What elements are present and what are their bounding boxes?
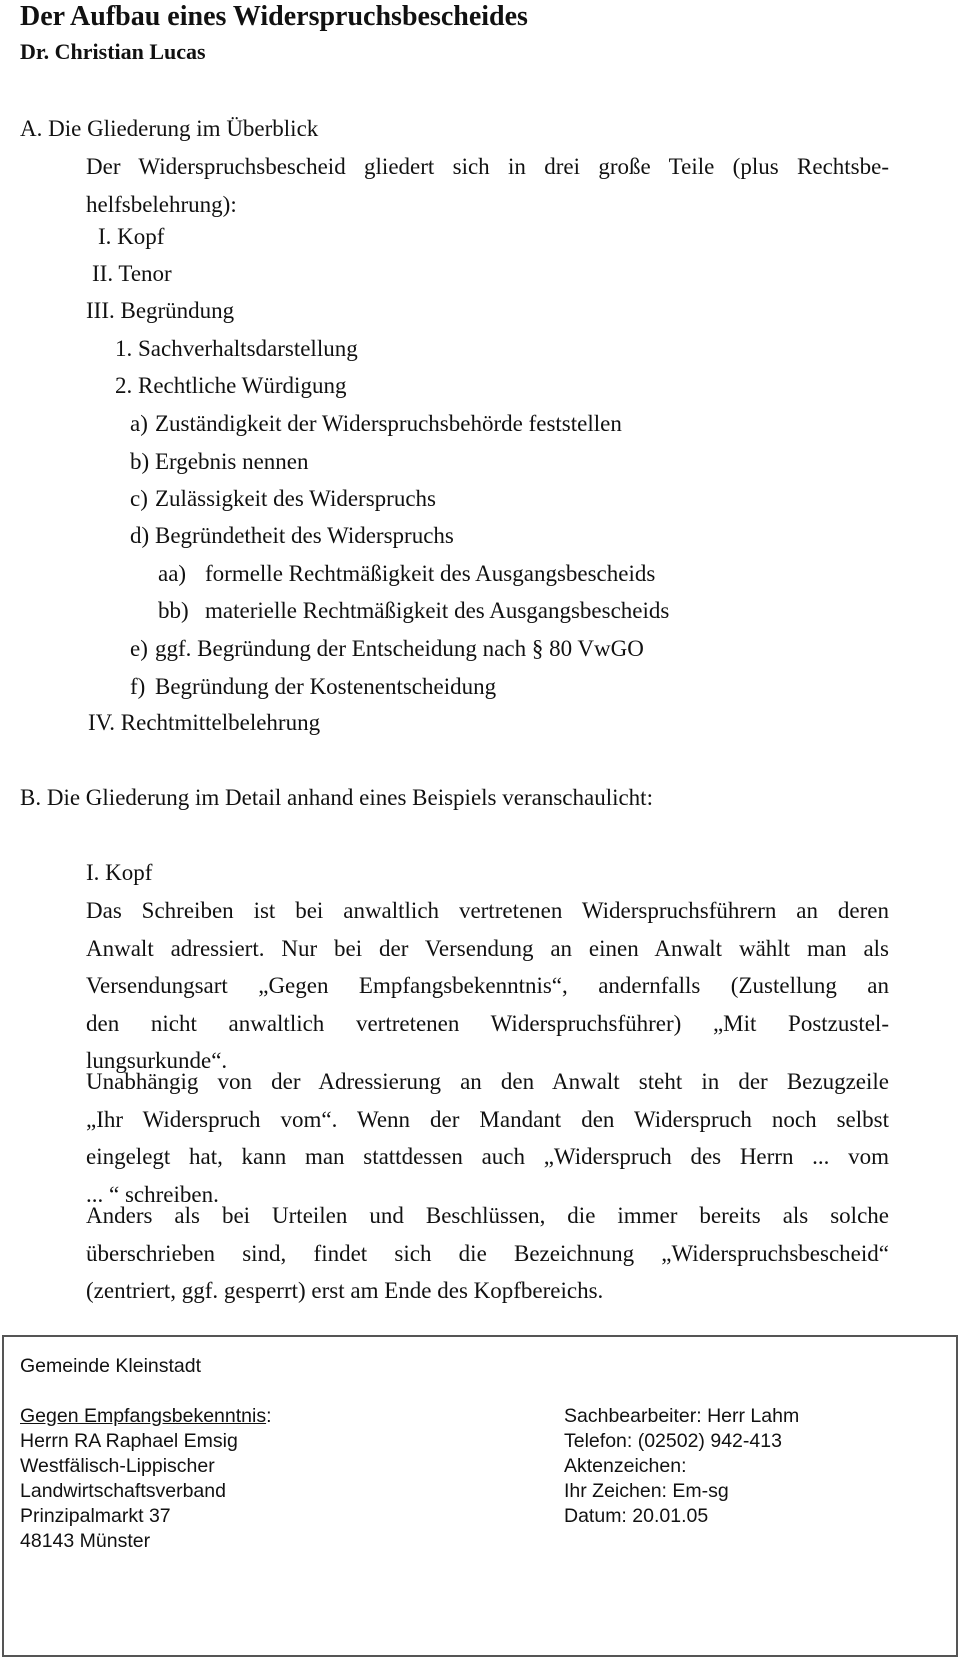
outline-item: 2. Rechtliche Würdigung xyxy=(115,373,347,398)
paragraph-line: Unabhängig von der Adressierung an den Anwalt steht in der Bezugzeile xyxy=(86,1069,889,1094)
delivery-method xyxy=(20,1404,272,1428)
address-line: Westfälisch-Lippischer xyxy=(20,1455,215,1477)
document-author: Dr. Christian Lucas xyxy=(20,39,206,64)
example-letterhead-box xyxy=(2,1335,958,1657)
paragraph-2 xyxy=(86,1063,889,1213)
paragraph-line: den nicht anwaltlich vertretenen Widerspruchsführer) „Mit Postzustel- xyxy=(86,1010,889,1036)
paragraph-line: „Ihr Widerspruch vom“. Wenn der Mandant den Widerspruch noch selbst xyxy=(86,1106,889,1132)
outline-item: Zuständigkeit der Widerspruchsbehörde feststellen xyxy=(155,411,622,436)
section-b-heading: B. Die Gliederung im Detail anhand eines Beispiels veranschaulicht: xyxy=(20,785,653,810)
outline-item: Begründetheit des Widerspruchs xyxy=(155,523,454,548)
paragraph-line: Anwalt adressiert. Nur bei der Versendung an einen Anwalt wählt man als xyxy=(86,935,889,961)
outline-item: III. Begründung xyxy=(86,298,235,323)
document-title: Der Aufbau eines Widerspruchsbescheides xyxy=(20,1,528,32)
paragraph-line: eingelegt hat, kann man stattdessen auch „Widerspruch des Herrn ... vom xyxy=(86,1144,889,1170)
sender: Gemeinde Kleinstadt xyxy=(20,1355,202,1377)
outline-marker: a) xyxy=(130,411,148,436)
info-line: Sachbearbeiter: Herr Lahm xyxy=(564,1405,800,1427)
outline-marker: c) xyxy=(130,486,148,511)
info-line: Datum: 20.01.05 xyxy=(564,1505,709,1527)
outline-marker: d) xyxy=(130,523,150,548)
outline-item: materielle Rechtmäßigkeit des Ausgangsbescheids xyxy=(205,598,670,623)
outline-item: Zulässigkeit des Widerspruchs xyxy=(155,486,436,511)
section-a-heading: A. Die Gliederung im Überblick xyxy=(20,116,319,141)
paragraph-line: lungsurkunde“. xyxy=(86,1048,228,1074)
paragraph-1 xyxy=(86,892,889,1080)
paragraph-line: überschrieben sind, findet sich die Bezeichnung „Widerspruchsbescheid“ xyxy=(86,1240,889,1266)
paragraph-line: (zentriert, ggf. gesperrt) erst am Ende des Kopfbereichs. xyxy=(86,1278,604,1304)
paragraph-line: Anders als bei Urteilen und Beschlüssen, die immer bereits als solche xyxy=(86,1203,889,1228)
outline-item: ggf. Begründung der Entscheidung nach § 80 VwGO xyxy=(155,636,644,661)
address-line: Herrn RA Raphael Emsig xyxy=(20,1430,238,1452)
paragraph-line: Versendungsart „Gegen Empfangsbekenntnis“, andernfalls (Zustellung an xyxy=(86,973,889,999)
address-line: 48143 Münster xyxy=(20,1530,151,1552)
outline-item: formelle Rechtmäßigkeit des Ausgangsbescheids xyxy=(205,561,656,586)
paragraph-line: Das Schreiben ist bei anwaltlich vertretenen Widerspruchsführern an deren xyxy=(86,898,889,923)
outline-marker: aa) xyxy=(158,561,187,586)
section-b-subheading: I. Kopf xyxy=(86,860,153,885)
outline-item: IV. Rechtmittelbelehrung xyxy=(88,710,321,735)
address-line: Prinzipalmarkt 37 xyxy=(20,1505,171,1527)
outline-item: I. Kopf xyxy=(98,224,165,249)
info-line: Ihr Zeichen: Em-sg xyxy=(564,1480,729,1502)
intro-line: Der Widerspruchsbescheid gliedert sich in drei große Teile (plus Rechtsbe- xyxy=(86,154,889,179)
delivery-colon: : xyxy=(266,1405,272,1427)
outline-marker: bb) xyxy=(158,598,189,623)
address-line: Landwirtschaftsverband xyxy=(20,1480,226,1502)
outline-item: 1. Sachverhaltsdarstellung xyxy=(115,336,358,361)
paragraph-3 xyxy=(86,1197,889,1310)
outline-item: Ergebnis nennen xyxy=(155,449,309,474)
delivery-label: Gegen Empfangsbekenntnis xyxy=(20,1405,267,1427)
info-line: Telefon: (02502) 942-413 xyxy=(564,1430,782,1452)
info-line: Aktenzeichen: xyxy=(564,1455,687,1477)
intro-line: helfsbelehrung): xyxy=(86,191,237,217)
outline-item: Begründung der Kostenentscheidung xyxy=(155,674,497,699)
outline-marker: e) xyxy=(130,636,148,661)
section-a-intro xyxy=(86,148,889,223)
outline-marker: f) xyxy=(130,674,146,699)
paragraph-line: ... “ schreiben. xyxy=(86,1181,219,1207)
outline-marker: b) xyxy=(130,449,150,474)
outline-item: II. Tenor xyxy=(92,261,172,286)
